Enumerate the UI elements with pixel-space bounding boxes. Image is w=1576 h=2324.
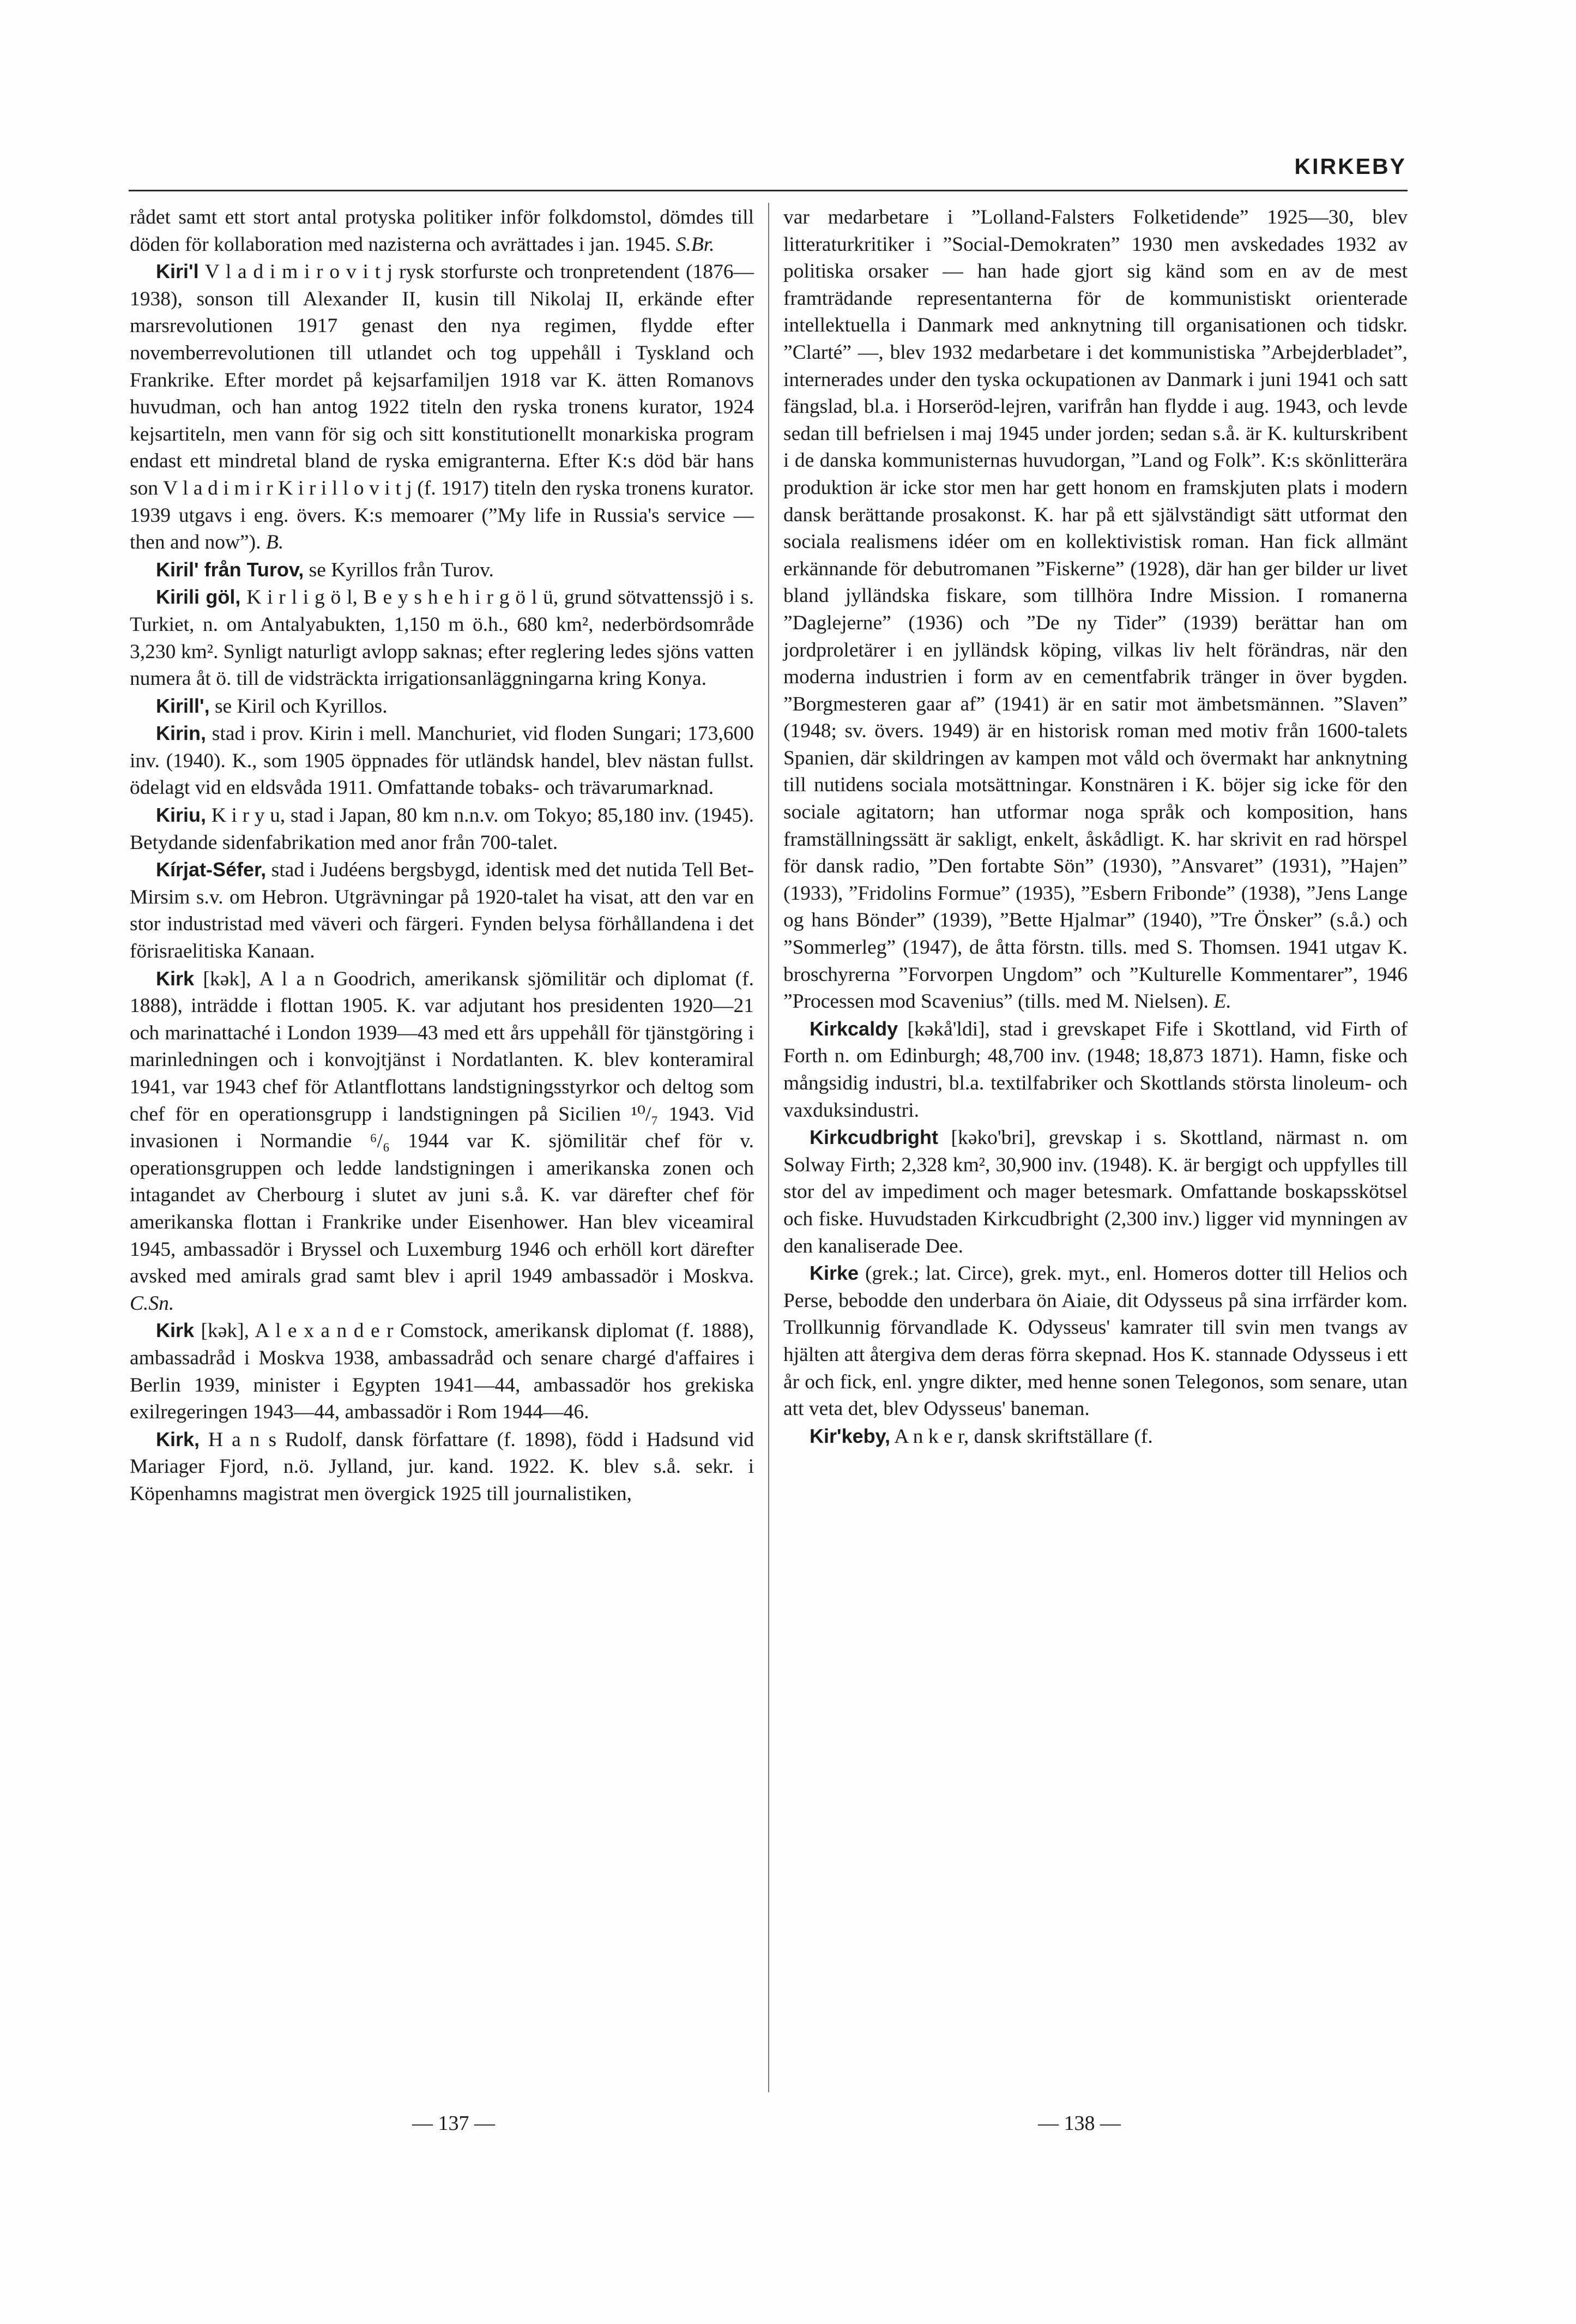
entry-headword: Kirk, xyxy=(156,1428,200,1450)
article-entry xyxy=(130,1426,754,1508)
page-number-left: — 137 — xyxy=(412,2112,495,2135)
entry-headword: Kirili göl, xyxy=(156,586,241,609)
article-entry xyxy=(130,258,754,556)
entry-body: K i r l i g ö l, B e y s h e h i r g ö l ü, grund sötvattenssjö i s. Turkiet, n. om Antalyabukten, 1,150 m ö.h., 680 km², nederbördsområde 3,230 km². Synligt naturligt avlopp saknas; efter reglering ledes sjöns vatten numera åt ö. till de vidsträckta irrigationsanläggningarna kring Konya. xyxy=(130,586,754,690)
article-entry xyxy=(783,1124,1408,1260)
author-signature: B. xyxy=(265,531,284,554)
right-column xyxy=(783,204,1408,1450)
entry-headword: Kirkcudbright xyxy=(810,1126,939,1149)
article-entry xyxy=(783,1015,1408,1124)
entry-body: K i r y u, stad i Japan, 80 km n.n.v. om Tokyo; 85,180 inv. (1945). Betydande sidenfabrikation med anor från 700-talet. xyxy=(130,804,754,854)
author-signature: E. xyxy=(1213,990,1231,1013)
entry-body: stad i Judéens bergsbygd, identisk med det nutida Tell Bet-Mirsim s.v. om Hebron. Utgrävningar på 1920-talet ha visat, att den var en stor industristad med väveri och färgeri. Fynden belysa förhållandena i det förisraelitiska Kanaan. xyxy=(130,859,754,963)
article-entry xyxy=(130,583,754,692)
entry-headword: Kiri'l xyxy=(156,260,199,283)
author-signature: S.Br. xyxy=(675,233,715,256)
entry-body: var medarbetare i ”Lolland-Falsters Folketidende” 1925—30, blev litteraturkritiker i ”Social-Demokraten” 1930 men avskedades 1932 av politiska orsaker — han hade gjort sig känd som en av de mest framträdande representanterna för de kommunistiskt orienterade intellektuella i Danmark med anknytning till organisationen och tidskr. ”Clarté” —, blev 1932 medarbetare i det kommunistiska ”Arbejderbladet”, internerades under den tyska ockupationen av Danmark i juni 1941 och satt fängslad, bl.a. i Horseröd-lejren, varifrån han flydde i aug. 1943, och levde sedan till befrielsen i maj 1945 under jorden; sedan s.å. är K. kulturskribent i de danska kommunisternas huvudorgan, ”Land og Folk”. K:s skönlitterära produktion är icke stor men har gett honom en framskjuten plats i modern dansk berättande prosakonst. K. har på ett självständigt sätt utformat den sociala realismens idéer om en kollektivistisk roman. Han fick allmänt erkännande för debutromanen ”Fiskerne” (1928), där han ger bilder ur livet bland jylländska fiskare, som tillhöra Indre Mission. I romanerna ”Daglejerne” (1936) och ”De ny Tider” (1939) berättar han om jordproletärer i en jylländsk köping, vilkas liv helt förändras, när den moderna industrien i form av en cementfabrik tränger in över bygden. ”Borgmesteren gaar af” (1941) är en satir mot ämbetsmännen. ”Slaven” (1948; sv. övers. 1949) är en historisk roman med motiv från 1600-talets Spanien, där skildringen av kampen mot våld och övermakt har anknytning till nutidens sociala motsättningar. Konstnären i K. böjer sig icke för den sociale agitatorn; han utformar noga språk och komposition, hans framställningssätt är sakligt, enkelt, åskådligt. K. har skrivit en rad hörspel för dansk radio, ”Den fortabte Sön” (1930), ”Ansvaret” (1931), ”Hajen” (1933), ”Fridolins Formue” (1935), ”Esbern Fribonde” (1938), ”Jens Lange og hans Bönder” (1939), ”Bette Hjalmar” (1940), ”Tre Önsker” (s.å.) och ”Sommerleg” (1947), de åtta förstn. tills. med S. Thomsen. 1941 utgav K. broschyrerna ”Forvorpen Ungdom” och ”Kulturelle Kommentarer”, 1946 ”Processen mod Scavenius” (tills. med M. Nielsen). xyxy=(783,206,1408,1013)
running-head: KIRKEBY xyxy=(1294,154,1406,179)
entry-body: stad i prov. Kirin i mell. Manchuriet, vid floden Sungari; 173,600 inv. (1940). K., som 1905 öppnades för utländsk handel, blev nästan fullst. ödelagt vid en eldsvåda 1911. Omfattande tobaks- och trävarumarknad. xyxy=(130,723,754,799)
entry-body: rådet samt ett stort antal protyska politiker inför folkdomstol, dömdes till döden för kollaboration med nazisterna och avrättades i jan. 1945. xyxy=(130,206,754,256)
entry-body: (grek.; lat. Circe), grek. myt., enl. Homeros dotter till Helios och Perse, bebodde den underbara ön Aiaie, dit Odysseus på sina irrfärder kom. Trollkunnig förvandlade K. Odysseus' kamrater till svin men tvangs av hjälten att återgiva dem deras förra skepnad. Hos K. stannade Odysseus i ett år och fick, enl. yngre dikter, med henne sonen Telegonos, som senare, utan att veta det, blev Odysseus' baneman. xyxy=(783,1262,1408,1420)
article-entry xyxy=(783,1260,1408,1423)
entry-headword: Kiril' från Turov, xyxy=(156,558,304,581)
entry-body: [kəko'bri], grevskap i s. Skottland, närmast n. om Solway Firth; 2,328 km², 30,900 inv. (1948). K. är bergigt och uppfylles till stor del av impediment och mager betesmark. Omfattande boskapsskötsel och fiske. Huvudstaden Kirkcudbright (2,300 inv.) ligger vid mynningen av den kanaliserade Dee. xyxy=(783,1127,1408,1257)
article-entry xyxy=(130,1317,754,1425)
entry-headword: Kirke xyxy=(810,1262,859,1285)
entry-headword: Kir'keby, xyxy=(810,1424,890,1447)
left-column xyxy=(130,204,754,1508)
article-entry xyxy=(130,856,754,965)
entry-headword: Kirkcaldy xyxy=(810,1017,898,1040)
entry-body: se Kiril och Kyrillos. xyxy=(214,695,388,718)
entry-headword: Kírjat-Séfer, xyxy=(156,858,267,881)
article-entry xyxy=(130,720,754,802)
entry-headword: Kirk xyxy=(156,967,195,990)
entry-body: H a n s Rudolf, dansk författare (f. 1898), född i Hadsund vid Mariager Fjord, n.ö. Jylland, jur. kand. 1922. K. blev s.å. sekr. i Köpenhamns magistrat men övergick 1925 till journalistiken, xyxy=(130,1428,754,1505)
header-rule xyxy=(129,190,1408,191)
entry-body: [kək], A l e x a n d e r Comstock, amerikansk diplomat (f. 1888), ambassadråd i Moskva 1938, ambassadråd och senare chargé d'affaires i Berlin 1939, minister i Egypten 1941—44, ambassadör hos grekiska exilregeringen 1943—44, ambassadör i Rom 1944—46. xyxy=(130,1320,754,1424)
article-entry xyxy=(130,556,754,584)
article-entry xyxy=(783,1423,1408,1450)
entry-headword: Kirin, xyxy=(156,722,207,745)
article-entry xyxy=(130,802,754,856)
page-number-right: — 138 — xyxy=(1038,2112,1121,2135)
entry-headword: Kirill', xyxy=(156,694,210,717)
entry-body: se Kyrillos från Turov. xyxy=(309,558,494,581)
entry-body: V l a d i m i r o v i t j rysk storfurste och tronpretendent (1876—1938), sonson till Alexander II, kusin till Nikolaj II, erkände efter marsrevolutionen 1917 genast den nya regimen, flydde efter novemberrevolutionen till utlandet och tog uppehåll i Tyskland och Frankrike. Efter mordet på kejsarfamiljen 1918 var K. ätten Romanovs huvudman, och han antog 1922 titeln den ryska tronens kurator, 1924 kejsartiteln, men vann för sig och sitt konstitutionellt monarkiska program endast ett mindretal bland de ryska emigranterna. Efter K:s död bär hans son V l a d i m i r K i r i l l o v i t j (f. 1917) titeln den ryska tronens kurator. 1939 utgavs i eng. övers. K:s memoarer (”My life in Russia's service — then and now”). xyxy=(130,261,754,554)
author-signature: C.Sn. xyxy=(130,1292,174,1315)
article-entry xyxy=(130,965,754,1317)
column-divider xyxy=(768,203,769,2092)
entry-body: [kək], A l a n Goodrich, amerikansk sjömilitär och diplomat (f. 1888), inträdde i flottan 1905. K. var adjutant hos presidenten 1920—21 och marinattaché i London 1939—43 med ett års uppehåll för tjänstgöring i marinledningen och i konvojtjänst i Nordatlanten. K. blev konteramiral 1941, var 1943 chef för Atlantflottans landstigningsstyrkor och deltog som chef för en operationsgrupp i landstigningen på Sicilien ¹⁰/₇ 1943. Vid invasionen i Normandie ⁶/₆ 1944 var K. sjömilitär chef för v. operationsgruppen och ledde landstigningen i amerikanska zonen och intagandet av Cherbourg i slutet av juni s.å. K. var därefter chef för amerikanska flottan i Frankrike under Eisenhower. Han blev viceamiral 1945, ambassadör i Bryssel och Luxemburg 1946 och erhöll kort därefter avsked med amirals grad samt blev i april 1949 ambassadör i Moskva. xyxy=(130,967,754,1288)
article-entry xyxy=(130,204,754,258)
entry-body: A n k e r, dansk skriftställare (f. xyxy=(894,1425,1153,1448)
article-entry xyxy=(130,693,754,720)
entry-body: [kəkå'ldi], stad i grevskapet Fife i Skottland, vid Firth of Forth n. om Edinburgh; 48,700 inv. (1948; 18,873 1871). Hamn, fiske och mångsidig industri, bl.a. textilfabriker och Skottlands största linoleum- och vaxduksindustri. xyxy=(783,1017,1408,1122)
entry-headword: Kiriu, xyxy=(156,804,207,827)
entry-headword: Kirk xyxy=(156,1319,195,1342)
article-entry xyxy=(783,204,1408,1015)
